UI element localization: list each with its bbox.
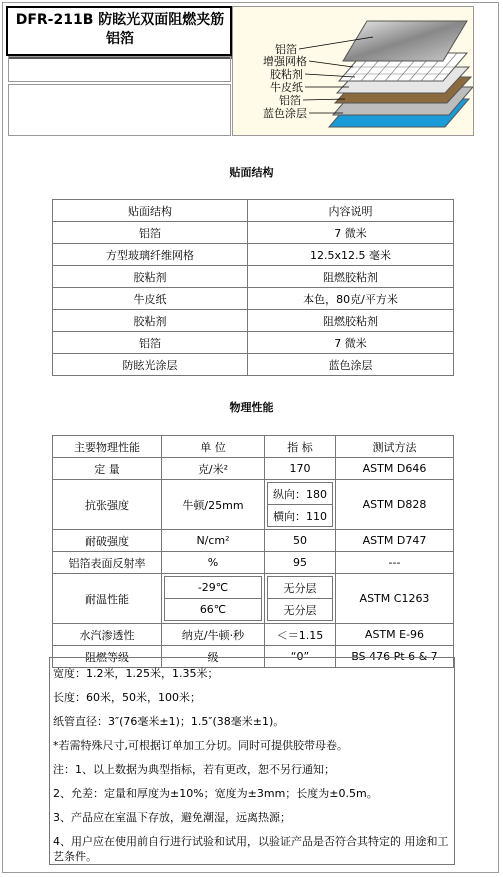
table-header-row (53, 436, 454, 458)
table-cell: --- (336, 552, 454, 574)
table-cell: “0” (265, 646, 336, 668)
table-cell: 水汽渗透性 (53, 624, 162, 646)
table-row (53, 552, 454, 574)
table-cell: ＜＝1.15 (265, 624, 336, 646)
inner-table (164, 576, 262, 621)
table-cell (162, 574, 265, 624)
table-cell: 横向：110 (268, 505, 333, 527)
table-row (53, 222, 454, 244)
table-cell: 铝箔表面反射率 (53, 552, 162, 574)
table-cell: 蓝色涂层 (248, 354, 454, 376)
table-row (53, 288, 454, 310)
table-cell (265, 480, 336, 530)
table-row (53, 332, 454, 354)
product-title: DFR-211B 防眩光双面阻燃夹筋铝箔 (15, 12, 225, 47)
layer-label: 蓝色涂层 (263, 107, 307, 120)
table-header: 单 位 (162, 436, 265, 458)
structure-table (52, 199, 454, 376)
notes-box (49, 657, 455, 865)
table-cell: 阻燃等级 (53, 646, 162, 668)
table-cell: % (162, 552, 265, 574)
table-cell: 阻燃胶粘剂 (248, 266, 454, 288)
table-cell: 阻燃胶粘剂 (248, 310, 454, 332)
table-cell: 胶粘剂 (53, 266, 248, 288)
layer-label: 牛皮纸 (270, 81, 303, 94)
table-header: 内容说明 (248, 200, 454, 222)
table-cell: 牛顿/25mm (162, 480, 265, 530)
physical-heading: 物理性能 (229, 401, 274, 414)
table-cell: 方型玻璃纤维网格 (53, 244, 248, 266)
table-header: 测试方法 (336, 436, 454, 458)
layer-diagram-svg (233, 7, 473, 135)
layer-label: 铝箔 (279, 94, 301, 107)
table-cell (265, 574, 336, 624)
table-cell: 级 (162, 646, 265, 668)
table-row (53, 310, 454, 332)
table-cell: 50 (265, 530, 336, 552)
inner-table (267, 482, 333, 527)
layer-label: 铝箔 (275, 43, 297, 56)
blank-box (8, 84, 231, 136)
table-cell: 牛皮纸 (53, 288, 248, 310)
table-row (53, 624, 454, 646)
note-line: 3、产品应在室温下存放，避免潮湿，远离热源； (53, 811, 291, 824)
table-cell: 7 微米 (248, 222, 454, 244)
note-line: 4、用户应在使用前自行进行试验和试用，以验证产品是否符合其特定的 用途和工艺条件。 (53, 835, 449, 863)
structure-heading: 贴面结构 (229, 166, 274, 179)
note-line: 长度：60米，50米，100米； (53, 691, 201, 704)
note-line: 注：1、以上数据为典型指标，若有更改，恕不另行通知； (53, 763, 335, 776)
blank-box (8, 56, 231, 82)
table-cell: 无分层 (268, 577, 333, 599)
table-cell: 抗张强度 (53, 480, 162, 530)
table-cell: 无分层 (268, 599, 333, 621)
layer-label: 增强网格 (263, 55, 307, 68)
table-row (53, 244, 454, 266)
layer-label: 胶粘剂 (270, 68, 303, 81)
table-cell: 铝箔 (53, 222, 248, 244)
table-cell: 防眩光涂层 (53, 354, 248, 376)
table-cell: 12.5x12.5 毫米 (248, 244, 454, 266)
note-line: *若需特殊尺寸,可根据订单加工分切。同时可提供胶带母卷。 (53, 739, 348, 752)
table-cell: 7 微米 (248, 332, 454, 354)
physical-table (52, 435, 454, 668)
note-line: 纸管直径：3″(76毫米±1)；1.5″(38毫米±1)。 (53, 715, 285, 728)
table-cell: 本色，80克/平方米 (248, 288, 454, 310)
table-cell: 耐温性能 (53, 574, 162, 624)
table-row (53, 458, 454, 480)
table-header: 指 标 (265, 436, 336, 458)
layer-diagram (232, 6, 474, 136)
note-line: 宽度：1.2米，1.25米，1.35米； (53, 667, 219, 680)
note-line: 2、允差：定量和厚度为±10%；宽度为±3mm；长度为±0.5m。 (53, 787, 378, 800)
table-cell: 66℃ (165, 599, 262, 621)
table-row (53, 354, 454, 376)
table-cell: 95 (265, 552, 336, 574)
table-cell: N/cm² (162, 530, 265, 552)
table-row (53, 530, 454, 552)
table-cell: -29℃ (165, 577, 262, 599)
table-cell: ASTM E-96 (336, 624, 454, 646)
inner-table (267, 576, 333, 621)
table-header-row (53, 200, 454, 222)
table-cell: 胶粘剂 (53, 310, 248, 332)
table-cell: 克/米² (162, 458, 265, 480)
table-cell: 170 (265, 458, 336, 480)
table-cell: 耐破强度 (53, 530, 162, 552)
table-row (53, 574, 454, 624)
table-cell: ASTM D646 (336, 458, 454, 480)
table-cell: ASTM D828 (336, 480, 454, 530)
table-header: 主要物理性能 (53, 436, 162, 458)
table-cell: 铝箔 (53, 332, 248, 354)
title-box (6, 6, 232, 56)
table-cell: 定 量 (53, 458, 162, 480)
table-row (53, 266, 454, 288)
table-cell: BS 476 Pt 6 & 7 (336, 646, 454, 668)
table-row (53, 480, 454, 530)
table-cell: ASTM C1263 (336, 574, 454, 624)
table-cell: 纵向：180 (268, 483, 333, 505)
table-cell: ASTM D747 (336, 530, 454, 552)
table-header: 贴面结构 (53, 200, 248, 222)
table-cell: 纳克/牛顿·秒 (162, 624, 265, 646)
